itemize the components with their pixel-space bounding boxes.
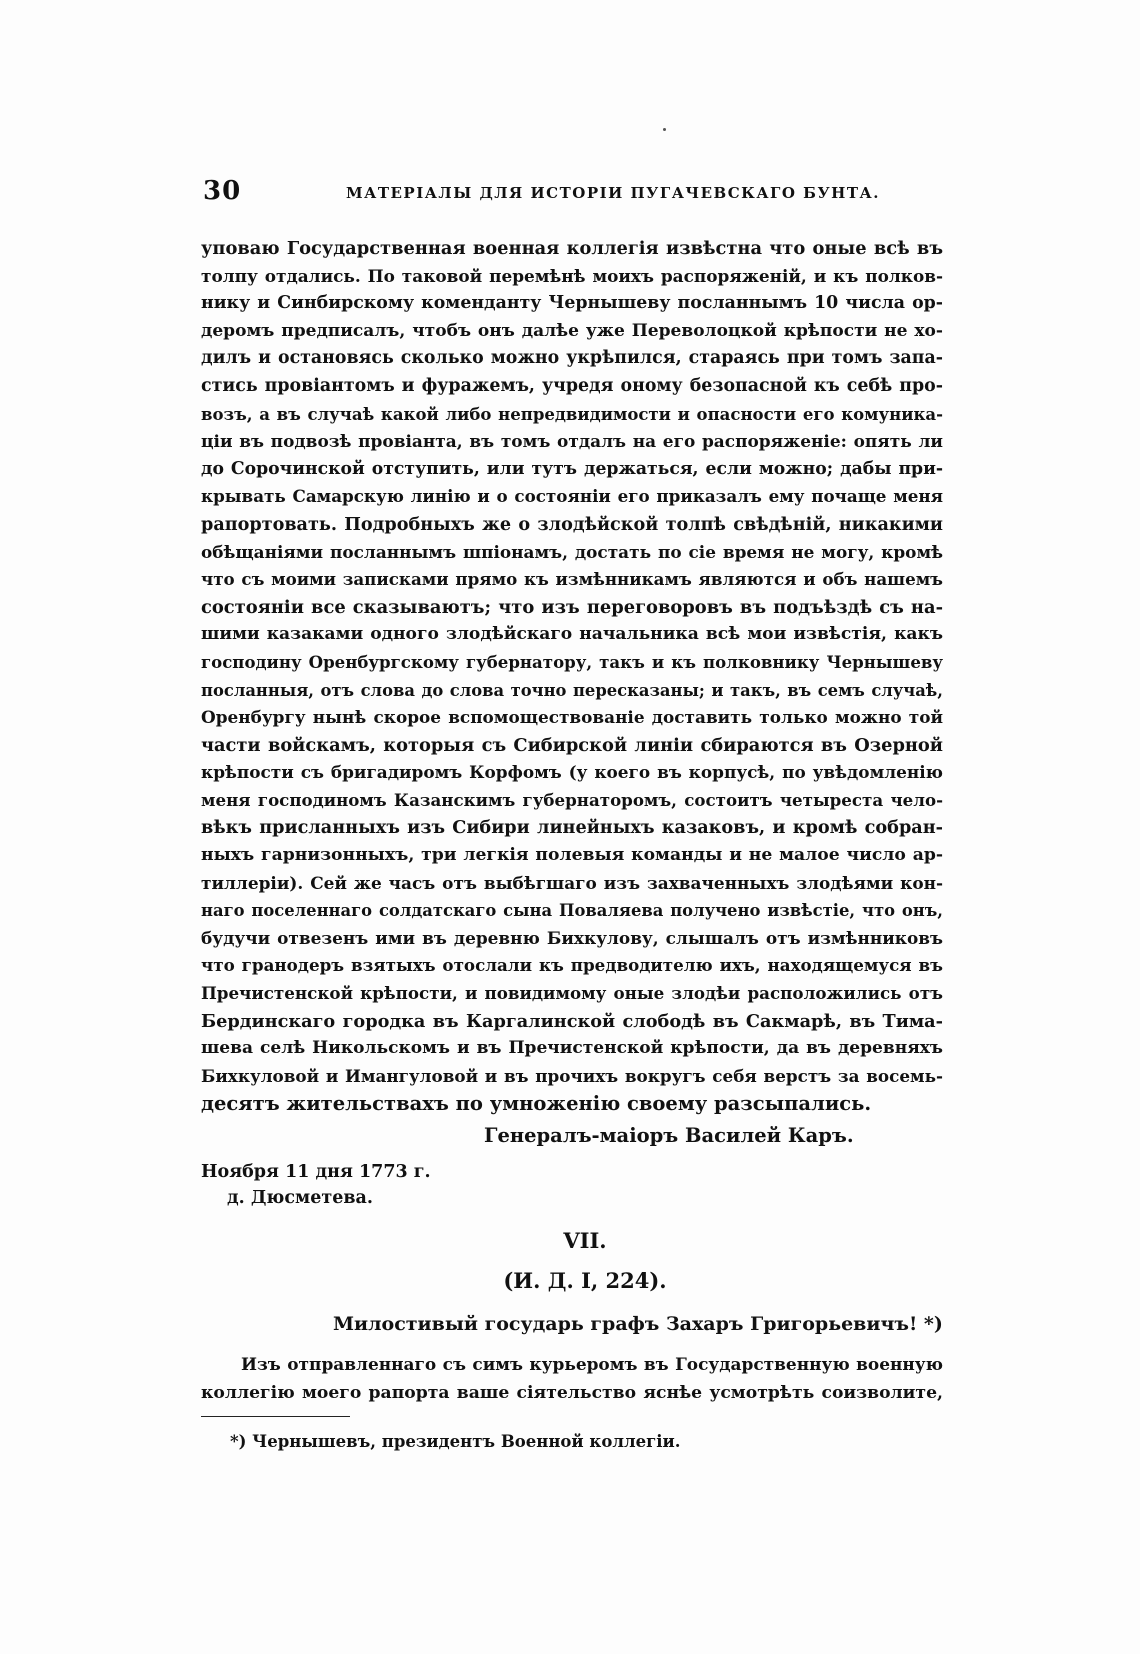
body-line: толпу отдались. По таковой перемѣнѣ моихъ распоряженій, и къ полков- [201, 265, 943, 286]
footnote: *) Чернышевъ, президентъ Военной коллегіи. [230, 1432, 681, 1451]
body-line: ціи въ подвозѣ провіанта, въ томъ отдалъ на его распоряженіе: опять ли [201, 431, 943, 452]
section-number: VII. [563, 1228, 607, 1253]
body-line: обѣщаніями посланнымъ шпіонамъ, достать по сіе время не могу, кромѣ [201, 541, 943, 562]
body-line: десятъ жительствахъ по умноженію своему разсыпались. [201, 1092, 872, 1116]
body-line: шими казаками одного злодѣйскаго начальника всѣ мои извѣстія, какъ [201, 624, 943, 645]
body-line: что съ моими записками прямо къ измѣнникамъ являются и объ нашемъ [201, 569, 943, 590]
body-line: ныхъ гарнизонныхъ, три легкія полевыя команды и не малое число ар- [201, 845, 943, 866]
body-line: Бихкуловой и Имангуловой и въ прочихъ вокругъ себя верстъ за восемь- [201, 1065, 943, 1086]
letter-line: коллегію моего рапорта ваше сіятельство яснѣе усмотрѣть соизволите, [201, 1383, 943, 1403]
body-line: посланныя, отъ слова до слова точно пересказаны; и такъ, въ семъ случаѣ, [201, 680, 943, 700]
signature: Генералъ-маіоръ Василей Каръ. [484, 1124, 854, 1147]
date-line: Ноября 11 дня 1773 г. [201, 1162, 431, 1182]
letter-body [201, 1350, 943, 1408]
running-title: МАТЕРІАЛЫ ДЛЯ ИСТОРІИ ПУГАЧЕВСКАГО БУНТА. [346, 184, 880, 202]
body-line: наго поселеннаго солдатскаго сына Поваляева получено извѣстіе, что онъ, [201, 901, 943, 921]
body-line: господину Оренбургскому губернатору, такъ и къ полковнику Чернышеву [201, 651, 943, 672]
body-line: возъ, а въ случаѣ какой либо непредвидимости и опасности его комуника- [201, 403, 943, 424]
body-line: уповаю Государственная военная коллегія извѣстна что оные всѣ въ [201, 238, 943, 259]
place-line: д. Дюсметева. [227, 1188, 373, 1208]
letter-line: Изъ отправленнаго съ симъ курьеромъ въ Государственную военную [241, 1354, 943, 1374]
body-line: дилъ и остановясь сколько можно укрѣпился, стараясь при томъ запа- [201, 348, 943, 369]
body-line: меня господиномъ Казанскимъ губернаторомъ, состоитъ четыреста чело- [201, 789, 943, 810]
body-line: шева селѣ Никольскомъ и въ Пречистенской крѣпости, да въ деревняхъ [201, 1038, 943, 1059]
salutation: Милостивый государь графъ Захаръ Григорьевичъ! *) [333, 1313, 943, 1335]
body-line: состояніи все сказываютъ; что изъ переговоровъ въ подъѣздѣ съ на- [201, 596, 943, 618]
page-number: 30 [203, 176, 242, 206]
section-reference: (И. Д. I, 224). [503, 1268, 667, 1293]
footnote-divider [201, 1416, 350, 1417]
body-line: части войскамъ, которыя съ Сибирской линіи сбираются въ Озерной [201, 734, 943, 756]
body-line: Оренбургу нынѣ скорое вспомоществованіе доставить только можно той [201, 707, 943, 728]
body-line: деромъ предписалъ, чтобъ онъ далѣе уже Переволоцкой крѣпости не хо- [201, 320, 943, 341]
body-line: крывать Самарскую линію и о состояніи его приказалъ ему почаще меня [201, 486, 943, 507]
page-header [203, 176, 943, 216]
body-line: будучи отвезенъ ими въ деревню Бихкулову, слышалъ отъ измѣнниковъ [201, 927, 943, 948]
body-line: рапортовать. Подробныхъ же о злодѣйской толпѣ свѣдѣній, никакими [201, 513, 943, 535]
body-line: тиллеріи). Сей же часъ отъ выбѣгшаго изъ захваченныхъ злодѣями кон- [201, 872, 943, 893]
body-line: до Сорочинской отступить, или тутъ держаться, если можно; дабы при- [201, 458, 943, 479]
body-line: крѣпости съ бригадиромъ Корфомъ (у коего въ корпусѣ, по увѣдомленію [201, 762, 943, 783]
body-line: нику и Синбирскому коменданту Чернышеву посланнымъ 10 числа ор- [201, 293, 943, 314]
body-line: вѣкъ присланныхъ изъ Сибири линейныхъ казаковъ, и кромѣ собран- [201, 817, 943, 839]
print-speck [663, 128, 666, 131]
body-line: что гранодеръ взятыхъ отослали къ предводителю ихъ, находящемуся въ [201, 955, 943, 976]
body-line: Пречистенской крѣпости, и повидимому оные злодѣи расположились отъ [201, 983, 943, 1004]
report-body [201, 235, 943, 1118]
body-line: стись провіантомъ и фуражемъ, учредя оному безопасной къ себѣ про- [201, 375, 943, 396]
body-line: Бердинскаго городка въ Каргалинской слободѣ въ Сакмарѣ, въ Тима- [201, 1010, 943, 1032]
